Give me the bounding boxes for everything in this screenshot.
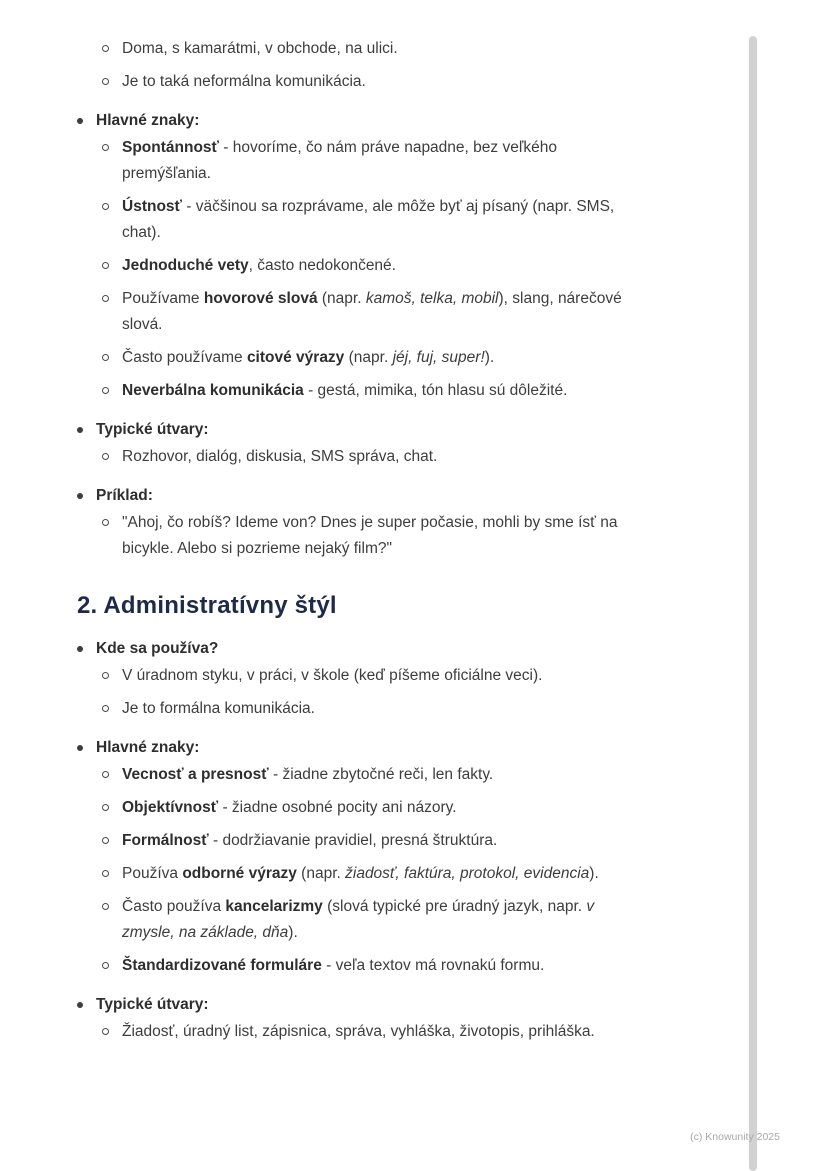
circle-bullet-icon bbox=[102, 672, 109, 679]
circle-bullet-icon bbox=[102, 804, 109, 811]
list-item-text: Jednoduché vety, často nedokončené. bbox=[122, 257, 396, 274]
list-item-text: Formálnosť - dodržiavanie pravidiel, presná štruktúra. bbox=[122, 832, 498, 849]
list-item bbox=[77, 444, 622, 470]
list-item-text: Žiadosť, úradný list, zápisnica, správa, vyhláška, životopis, prihláška. bbox=[122, 1023, 595, 1040]
disc-bullet-icon bbox=[77, 745, 83, 751]
list-item-text: Typické útvary: bbox=[96, 421, 209, 438]
list-item-text: Neverbálna komunikácia - gestá, mimika, tón hlasu sú dôležité. bbox=[122, 382, 568, 399]
list-item-text: Typické útvary: bbox=[96, 996, 209, 1013]
list-item-text: Často používame citové výrazy (napr. jéj, fuj, super!). bbox=[122, 349, 495, 366]
list-item bbox=[77, 108, 622, 134]
list-item bbox=[77, 636, 622, 662]
section-heading: 2. Administratívny štýl bbox=[77, 592, 337, 619]
list-item bbox=[77, 861, 622, 887]
list-item bbox=[77, 953, 622, 979]
circle-bullet-icon bbox=[102, 387, 109, 394]
circle-bullet-icon bbox=[102, 78, 109, 85]
list-item bbox=[77, 345, 622, 371]
circle-bullet-icon bbox=[102, 453, 109, 460]
list-item bbox=[77, 417, 622, 443]
list-item bbox=[77, 663, 622, 689]
circle-bullet-icon bbox=[102, 962, 109, 969]
disc-bullet-icon bbox=[77, 118, 83, 124]
list-item-text: Hlavné znaky: bbox=[96, 112, 200, 129]
list-item bbox=[77, 194, 622, 246]
list-item-text: V úradnom styku, v práci, v škole (keď píšeme oficiálne veci). bbox=[122, 667, 543, 684]
list-item-text: Vecnosť a presnosť - žiadne zbytočné reči, len fakty. bbox=[122, 766, 494, 783]
scrollbar[interactable] bbox=[749, 36, 757, 1171]
list-item bbox=[77, 135, 622, 187]
circle-bullet-icon bbox=[102, 1028, 109, 1035]
list-item bbox=[77, 378, 622, 404]
list-item-text: Používa odborné výrazy (napr. žiadosť, faktúra, protokol, evidencia). bbox=[122, 865, 599, 882]
circle-bullet-icon bbox=[102, 519, 109, 526]
list-item-text: Je to formálna komunikácia. bbox=[122, 700, 315, 717]
list-item bbox=[77, 286, 622, 338]
circle-bullet-icon bbox=[102, 870, 109, 877]
list-item-text: Je to taká neformálna komunikácia. bbox=[122, 73, 366, 90]
list-item-text: Rozhovor, dialóg, diskusia, SMS správa, chat. bbox=[122, 448, 438, 465]
list-item-text: Hlavné znaky: bbox=[96, 739, 200, 756]
circle-bullet-icon bbox=[102, 295, 109, 302]
list-item bbox=[77, 696, 622, 722]
circle-bullet-icon bbox=[102, 771, 109, 778]
list-item bbox=[77, 735, 622, 761]
circle-bullet-icon bbox=[102, 203, 109, 210]
document-content bbox=[77, 36, 622, 1045]
list-item-text: Príklad: bbox=[96, 487, 153, 504]
disc-bullet-icon bbox=[77, 493, 83, 499]
list-item bbox=[77, 510, 622, 562]
circle-bullet-icon bbox=[102, 262, 109, 269]
list-item-text: Štandardizované formuláre - veľa textov má rovnakú formu. bbox=[122, 957, 545, 974]
list-item-text: Často používa kancelarizmy (slová typické pre úradný jazyk, napr. v zmysle, na základe, dňa). bbox=[122, 898, 595, 941]
circle-bullet-icon bbox=[102, 45, 109, 52]
list-item bbox=[77, 795, 622, 821]
circle-bullet-icon bbox=[102, 144, 109, 151]
list-item bbox=[77, 483, 622, 509]
list-item-text: Kde sa používa? bbox=[96, 640, 219, 657]
list-item bbox=[77, 69, 622, 95]
disc-bullet-icon bbox=[77, 646, 83, 652]
list-item bbox=[77, 36, 622, 62]
list-item bbox=[77, 762, 622, 788]
disc-bullet-icon bbox=[77, 1002, 83, 1008]
circle-bullet-icon bbox=[102, 837, 109, 844]
list-item-text: Doma, s kamarátmi, v obchode, na ulici. bbox=[122, 40, 398, 57]
list-item bbox=[77, 828, 622, 854]
circle-bullet-icon bbox=[102, 903, 109, 910]
circle-bullet-icon bbox=[102, 354, 109, 361]
list-item-text: "Ahoj, čo robíš? Ideme von? Dnes je super počasie, mohli by sme ísť na bicykle. Alebo si pozrieme nejaký film?" bbox=[122, 514, 618, 557]
disc-bullet-icon bbox=[77, 427, 83, 433]
list-item-text: Spontánnosť - hovoríme, čo nám práve napadne, bez veľkého premýšľania. bbox=[122, 139, 557, 182]
list-item bbox=[77, 992, 622, 1018]
list-item bbox=[77, 894, 622, 946]
list-item bbox=[77, 253, 622, 279]
list-item bbox=[77, 1019, 622, 1045]
copyright-footer: (c) Knowunity 2025 bbox=[690, 1131, 780, 1143]
list-item-text: Ústnosť - väčšinou sa rozprávame, ale môže byť aj písaný (napr. SMS, chat). bbox=[122, 198, 615, 241]
list-item-text: Objektívnosť - žiadne osobné pocity ani názory. bbox=[122, 799, 457, 816]
circle-bullet-icon bbox=[102, 705, 109, 712]
list-item-text: Používame hovorové slová (napr. kamoš, telka, mobil), slang, nárečové slová. bbox=[122, 290, 622, 333]
